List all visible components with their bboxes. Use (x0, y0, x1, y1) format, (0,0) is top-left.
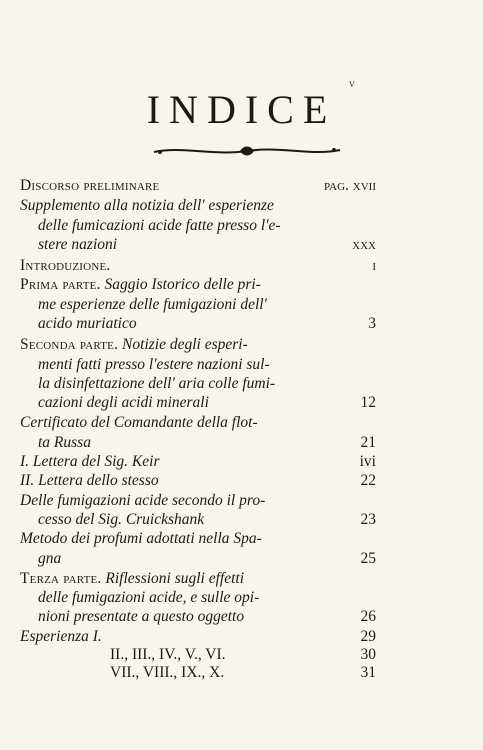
toc-line (20, 256, 376, 276)
toc-line (38, 393, 376, 413)
toc-line (38, 374, 376, 394)
toc-line (38, 607, 376, 627)
toc-line (38, 510, 376, 530)
toc-section-label: Introduzione. (20, 257, 111, 274)
page-title: INDICE (146, 87, 337, 132)
toc-entry-text: I. Lettera del Sig. Keir (20, 453, 160, 470)
toc-line (38, 355, 376, 375)
toc-entry-text: Delle fumigazioni acide secondo il pro- (20, 492, 266, 509)
toc-entry-text: delle fumicazioni acide fatte presso l'e- (38, 217, 281, 234)
toc-entry-text: cazioni degli acidi minerali (38, 394, 209, 411)
toc-line (110, 645, 376, 665)
toc-section-label: Seconda parte. (20, 336, 119, 353)
toc-page-number: 25 (360, 550, 376, 567)
toc-line (20, 529, 376, 549)
toc-entry-text: Riflessioni sugli effetti (101, 570, 245, 587)
toc-line (20, 413, 376, 433)
toc-entry-text: Notizie degli esperi- (118, 336, 248, 353)
toc-entry-text: gna (38, 550, 62, 567)
toc-line (110, 663, 376, 683)
toc-entry-text: Esperienza I. (20, 628, 102, 645)
toc-line (38, 433, 376, 453)
toc-page-number: i (372, 257, 376, 274)
toc-entry-text: menti fatti presso l'estere nazioni sul- (38, 356, 270, 373)
toc-section-label: Prima parte. (20, 276, 101, 293)
toc-entry-text: Metodo dei profumi adottati nella Spa- (20, 530, 262, 547)
toc-page-number: 22 (360, 472, 376, 489)
toc-entry-text: cesso del Sig. Cruickshank (38, 511, 205, 528)
toc-line (38, 588, 376, 608)
toc-line (20, 471, 376, 491)
toc-page-number: 21 (360, 434, 376, 451)
toc-line (20, 627, 376, 647)
toc-page-number: ivi (359, 453, 376, 470)
toc-page-number: 31 (360, 664, 376, 681)
toc-entry-text: la disinfettazione dell' aria colle fumi- (38, 375, 276, 392)
toc-page-number: 30 (360, 646, 376, 663)
toc-line (20, 569, 376, 589)
toc-page-number: 23 (360, 511, 376, 528)
toc-page-number: pag. xvii (324, 177, 376, 194)
toc-line (20, 452, 376, 472)
toc-entry-text: VII., VIII., IX., X. (110, 664, 225, 681)
toc-entry-text: acido muriatico (38, 315, 137, 332)
toc-line (20, 176, 376, 196)
page-folio: v (349, 76, 356, 90)
toc-entry-text: stere nazioni (38, 236, 118, 253)
toc-line (38, 549, 376, 569)
toc-entry-text: Certificato del Comandante della flot- (20, 414, 258, 431)
toc-entry-text: ta Russa (38, 434, 91, 451)
toc-line (38, 314, 376, 334)
toc-section-label: Discorso preliminare (20, 177, 160, 194)
toc-page-number: 12 (360, 394, 376, 411)
toc-line (38, 235, 376, 255)
toc-entry-text: me esperienze delle fumigazioni dell' (38, 296, 267, 313)
toc-entry-text: Saggio Istorico delle pri- (100, 276, 261, 293)
toc-page-number: 26 (360, 608, 376, 625)
toc-line (38, 295, 376, 315)
toc-line (20, 335, 376, 355)
toc-page-number: 3 (368, 315, 376, 332)
toc-line (38, 216, 376, 236)
toc-entry-text: II., III., IV., V., VI. (110, 646, 226, 663)
toc-section-label: Terza parte. (20, 570, 102, 587)
toc-page-number: xxx (352, 236, 376, 253)
toc-entry-text: II. Lettera dello stesso (20, 472, 159, 489)
toc-line (20, 196, 376, 216)
toc-page-number: 29 (360, 628, 376, 645)
toc-entry-text: delle fumigazioni acide, e sulle opi- (38, 589, 260, 606)
toc-entry-text: nioni presentate a questo oggetto (38, 608, 245, 625)
toc-line (20, 275, 376, 295)
toc-line (20, 491, 376, 511)
toc-entry-text: Supplemento alla notizia dell' esperienze (20, 197, 274, 214)
